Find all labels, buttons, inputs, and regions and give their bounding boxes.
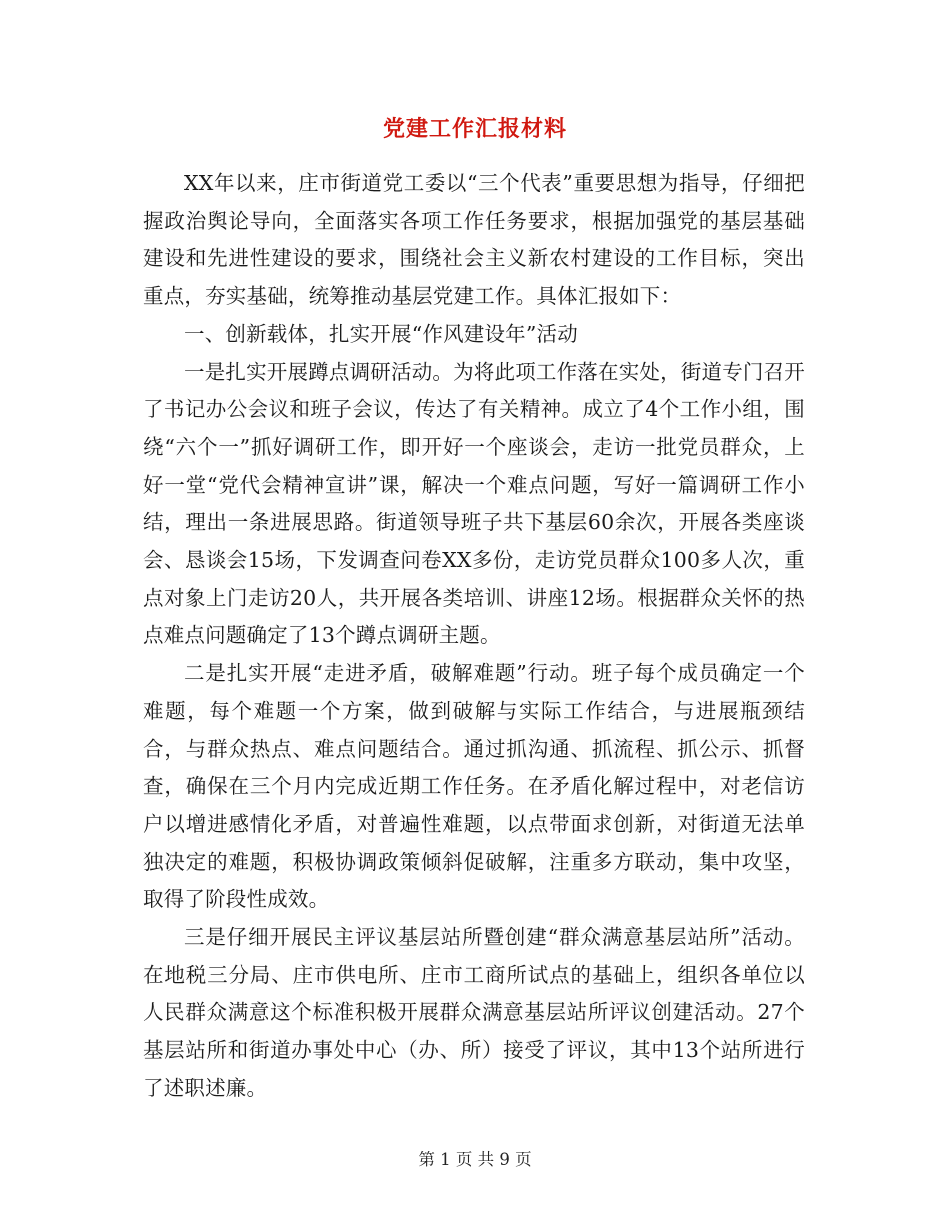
- section-heading-1: 一、创新载体，扎实开展“作风建设年”活动: [184, 321, 578, 346]
- document-body: [143, 165, 805, 1108]
- paragraph-item-3: 三是仔细开展民主评议基层站所暨创建“群众满意基层站所”活动。在地税三分局、庄市供电所、庄市工商所试点的基础上，组织各单位以人民群众满意这个标准积极开展群众满意基层站所评议创建活动。27个基层站所和街道办事处中心（办、所）接受了评议，其中13个站所进行了述职述廉。: [143, 925, 805, 1100]
- paragraph-item-2: 二是扎实开展“走进矛盾，破解难题”行动。班子每个成员确定一个难题，每个难题一个方案，做到破解与实际工作结合，与进展瓶颈结合，与群众热点、难点问题结合。通过抓沟通、抓流程、抓公示、抓督查，确保在三个月内完成近期工作任务。在矛盾化解过程中，对老信访户以增进感情化矛盾，对普遍性难题，以点带面求创新，对街道无法单独决定的难题，积极协调政策倾斜促破解，注重多方联动，集中攻坚，取得了阶段性成效。: [143, 661, 805, 912]
- paragraph-intro: XX年以来，庄市街道党工委以“三个代表”重要思想为指导，仔细把握政治舆论导向，全面落实各项工作任务要求，根据加强党的基层基础建设和先进性建设的要求，围绕社会主义新农村建设的工作目标，突出重点，夯实基础，统筹推动基层党建工作。具体汇报如下：: [143, 171, 805, 309]
- paragraph-item-1: 一是扎实开展蹲点调研活动。为将此项工作落在实处，街道专门召开了书记办公会议和班子会议，传达了有关精神。成立了4个工作小组，围绕“六个一”抓好调研工作，即开好一个座谈会，走访一批党员群众，上好一堂“党代会精神宣讲”课，解决一个难点问题，写好一篇调研工作小结，理出一条进展思路。街道领导班子共下基层60余次，开展各类座谈会、恳谈会15场，下发调查问卷XX多份，走访党员群众100多人次，重点对象上门走访20人，共开展各类培训、讲座12场。根据群众关怀的热点难点问题确定了13个蹲点调研主题。: [143, 359, 805, 648]
- page-number-footer: 第 1 页 共 9 页: [418, 1150, 532, 1169]
- document-title: 党建工作汇报材料: [382, 116, 567, 142]
